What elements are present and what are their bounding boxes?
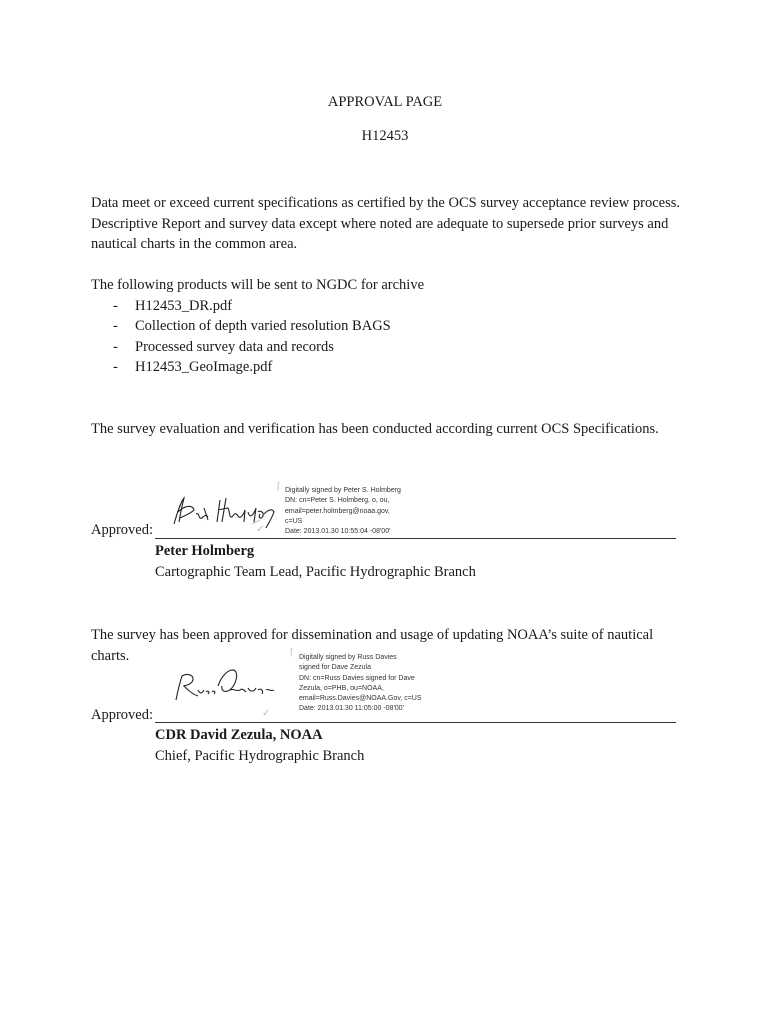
list-item-text: Collection of depth varied resolution BAGS: [135, 318, 391, 334]
page-title: APPROVAL PAGE: [327, 94, 443, 110]
list-bullet: -: [113, 297, 118, 314]
stamp-line: Zezula, o=PHB, ou=NOAA,: [299, 684, 384, 692]
signature-davies: [170, 660, 280, 704]
stamp-line: Date: 2013.01.30 11:05:00 -08'00': [299, 705, 404, 713]
list-item-text: Processed survey data and records: [135, 338, 334, 355]
approver-name: CDR David Zezula, NOAA: [155, 727, 323, 743]
stamp-line: DN: cn=Peter S. Holmberg, o, ou,: [285, 497, 390, 505]
survey-id: H12453: [361, 128, 409, 144]
stamp-line: email=peter.holmberg@noaa.gov,: [285, 507, 390, 515]
approver-title: Cartographic Team Lead, Pacific Hydrographic Branch: [155, 564, 476, 580]
stamp-check-icon: ✓: [256, 524, 265, 535]
signature-line: [155, 722, 676, 723]
list-item: [113, 357, 391, 378]
list-bullet: -: [113, 359, 118, 375]
evaluation-paragraph: The survey evaluation and verification has been conducted according current OCS Specifications.: [91, 421, 659, 437]
products-heading: The following products will be sent to NGDC for archive: [91, 277, 425, 293]
list-item-text: H12453_DR.pdf: [135, 297, 233, 314]
signature-line: [155, 538, 676, 539]
list-item: [113, 296, 391, 317]
list-item: [113, 316, 391, 337]
stamp-line: Digitally signed by Russ Davies: [299, 654, 397, 661]
list-item: [113, 337, 391, 358]
dissemination-paragraph: The survey has been approved for dissemination and usage of updating NOAA’s suite of nautical charts.: [91, 627, 654, 664]
stamp-line: signed for Dave Zezula: [299, 664, 371, 672]
list-bullet: -: [113, 338, 118, 355]
list-bullet: -: [113, 318, 118, 334]
approved-label: Approved:: [91, 522, 154, 538]
stamp-line: Digitally signed by Peter S. Holmberg: [285, 487, 401, 494]
stamp-line: DN: cn=Russ Davies signed for Dave: [299, 674, 415, 682]
intro-paragraph: Data meet or exceed current specifications as certified by the OCS survey acceptance review process. Descriptive Report and survey data except where noted are adequate to supersede prior surveys and nautical charts in the common area.: [91, 195, 680, 252]
stamp-check-icon: ✓: [262, 708, 271, 719]
approver-name: Peter Holmberg: [155, 543, 255, 559]
digital-signature-stamp: [299, 653, 422, 715]
approved-label: Approved:: [91, 707, 154, 723]
stamp-bracket-icon: ⌈: [290, 647, 294, 657]
digital-signature-stamp: [285, 486, 401, 537]
products-list: [113, 296, 391, 378]
stamp-line: c=US: [285, 517, 303, 525]
approver-title: Chief, Pacific Hydrographic Branch: [155, 748, 365, 764]
stamp-line: email=Russ.Davies@NOAA.Gov, c=US: [299, 695, 422, 703]
stamp-bracket-icon: ⌈: [277, 481, 281, 491]
stamp-line: Date: 2013.01.30 10:55:04 -08'00': [285, 528, 391, 536]
list-item-text: H12453_GeoImage.pdf: [135, 359, 273, 375]
